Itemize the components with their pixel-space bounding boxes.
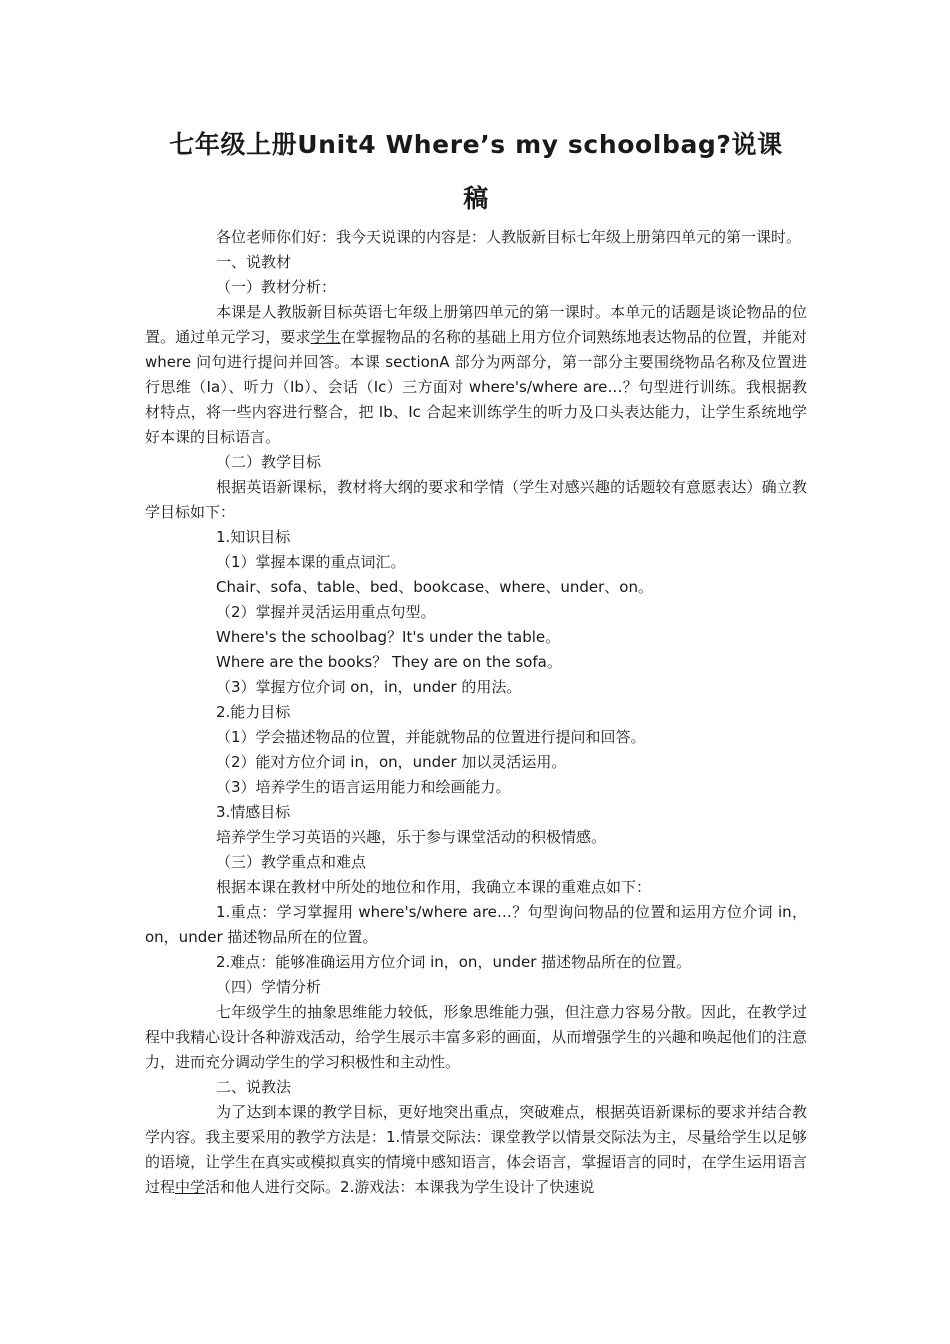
intro-paragraph: 各位老师你们好：我今天说课的内容是：人教版新目标七年级上册第四单元的第一课时。 xyxy=(216,228,802,246)
list-item: （3）掌握方位介词 on，in，under 的用法。 xyxy=(216,678,522,696)
subsection-heading: （一）教材分析： xyxy=(216,278,337,296)
text-run: 在掌握物品的名称的基础上用方位介词熟练地表达物品的位置，并能对 where 问句进行提问并回答。本课 sectionA 部分为两部分，第一部分主要围绕物品名称及位置进行思维（Ia）、听力（Ib）、会话（Ic）三方面对 where's/where are…？句型进行训练。我根据教材特点，将一些内容进行整合，把 Ib、Ic 合起来训练学生的听力及口头表达能力，让学生系统地学好本课的目标语言。 xyxy=(145,328,807,446)
emotion-goal-heading: 3.情感目标 xyxy=(216,803,291,821)
subsection-heading: （二）教学目标 xyxy=(216,453,322,471)
title-line-2: 稿 xyxy=(463,184,489,213)
section-heading-2: 二、说教法 xyxy=(216,1078,292,1096)
key-point: 1.重点：学习掌握用 where's/where are…？句型询问物品的位置和运用方位介词 in，on，under 描述物品所在的位置。 xyxy=(145,903,807,946)
teaching-method-paragraph xyxy=(145,1100,807,1200)
subsection-heading: （三）教学重点和难点 xyxy=(216,853,367,871)
underlined-link[interactable]: 中学 xyxy=(175,1178,206,1196)
underlined-link[interactable]: 学生 xyxy=(310,328,341,346)
objectives-intro-paragraph: 根据英语新课标，教材将大纲的要求和学情（学生对感兴趣的话题较有意愿表达）确立教学目标如下： xyxy=(145,478,807,521)
ability-goal-heading: 2.能力目标 xyxy=(216,703,291,721)
difficult-point: 2.难点：能够准确运用方位介词 in，on，under 描述物品所在的位置。 xyxy=(216,953,692,971)
subsection-heading: （四）学情分析 xyxy=(216,978,322,996)
list-item: （1）学会描述物品的位置，并能就物品的位置进行提问和回答。 xyxy=(216,728,646,746)
document-page xyxy=(145,128,807,1200)
text-run: 为了达到本课的教学目标，更好地突出重点，突破难点，根据英语新课标的要求并结合教学内容。我主要采用的教学方法是：1.情景交际法：课堂教学以情景交际法为主，尽量给学生以足够的语境，让学生在真实或模拟真实的情境中感知语言，体会语言，掌握语言的同时，在学生运用语言过程 xyxy=(145,1103,807,1196)
text-run: 本课是人教版新目标英语七年级上册第四单元的第一课时。本单元的话题是谈论物品的位置。通过单元学习，要求 xyxy=(145,303,807,346)
example-sentence: Where are the books？ They are on the sofa。 xyxy=(216,653,562,671)
list-item: （2）能对方位介词 in，on，under 加以灵活运用。 xyxy=(216,753,567,771)
knowledge-goal-heading: 1.知识目标 xyxy=(216,528,291,546)
example-sentence: Where's the schoolbag？It's under the table。 xyxy=(216,628,561,646)
student-analysis-paragraph: 七年级学生的抽象思维能力较低，形象思维能力强，但注意力容易分散。因此，在教学过程中我精心设计各种游戏活动，给学生展示丰富多彩的画面，从而增强学生的兴趣和唤起他们的注意力，进而充分调动学生的学习积极性和主动性。 xyxy=(145,1003,807,1071)
text-run: 活和他人进行交际。2.游戏法：本课我为学生设计了快速说 xyxy=(205,1178,595,1196)
list-item: （3）培养学生的语言运用能力和绘画能力。 xyxy=(216,778,511,796)
document-title xyxy=(145,128,807,215)
list-item: （1）掌握本课的重点词汇。 xyxy=(216,553,406,571)
key-points-intro: 根据本课在教材中所处的地位和作用，我确立本课的重难点如下： xyxy=(216,878,652,896)
title-line-1: 七年级上册Unit4 Where’s my schoolbag?说课 xyxy=(169,130,783,159)
list-item: （2）掌握并灵活运用重点句型。 xyxy=(216,603,436,621)
list-item: 培养学生学习英语的兴趣，乐于参与课堂活动的积极情感。 xyxy=(216,828,607,846)
section-heading-1: 一、说教材 xyxy=(216,253,292,271)
vocabulary-line: Chair、sofa、table、bed、bookcase、where、under、on。 xyxy=(216,578,653,596)
textbook-analysis-paragraph xyxy=(145,300,807,450)
